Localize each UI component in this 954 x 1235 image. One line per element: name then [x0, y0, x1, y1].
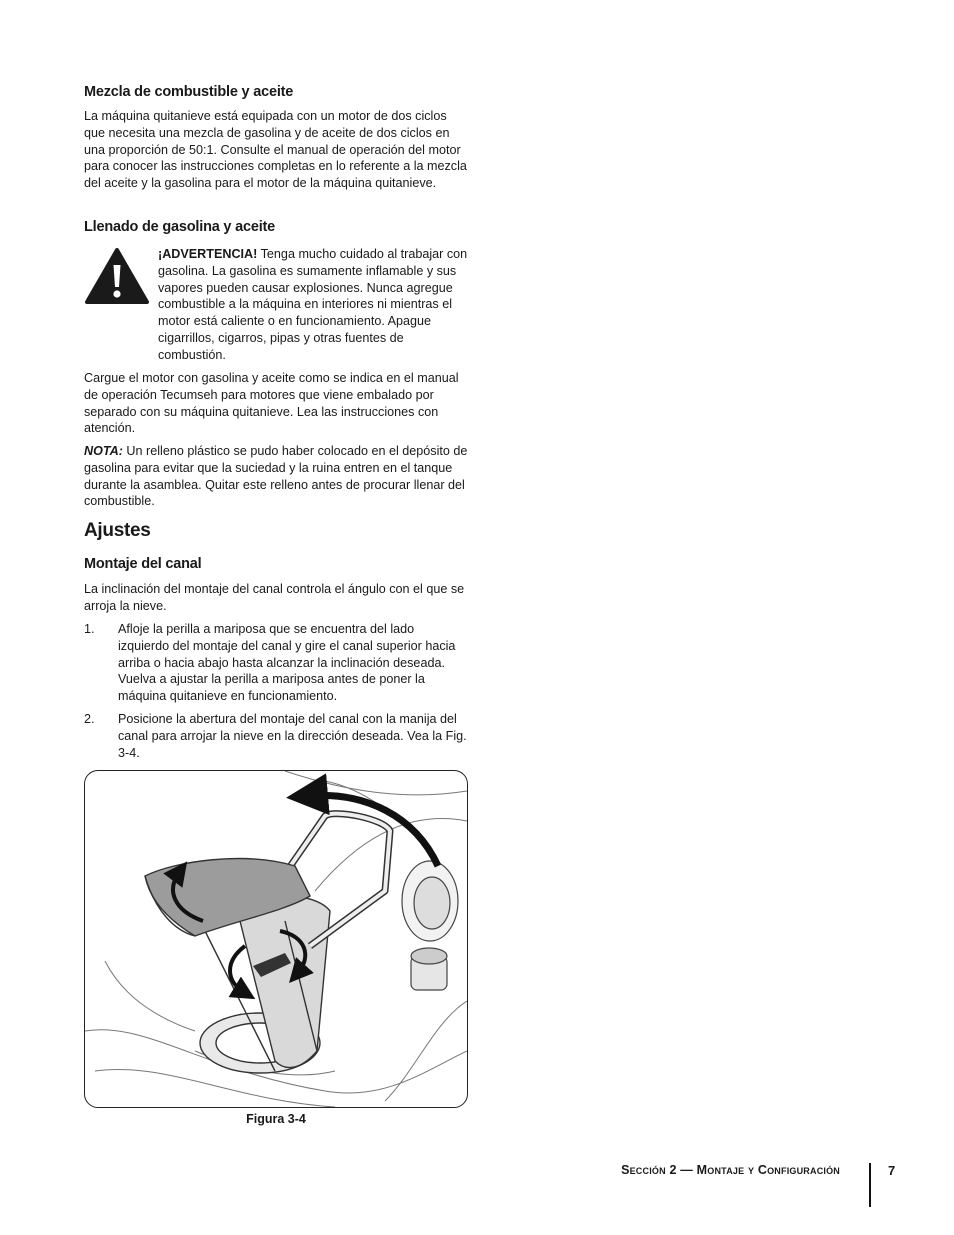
note-text: Un relleno plástico se pudo haber colocado en el depósito de gasolina para evitar que la suciedad y la ruina entren en el tanque durante la asamblea. Quitar este relleno antes de procurar llenar del combustible. — [84, 444, 468, 509]
montaje-body — [84, 581, 468, 615]
page-number: 7 — [888, 1163, 896, 1178]
note-block — [84, 443, 468, 510]
heading-ajustes: Ajustes — [84, 520, 151, 541]
footer-section-title: Sección 2 — Montaje y Configuración — [621, 1163, 840, 1177]
section-ajustes — [84, 520, 468, 542]
llenado-paragraph: Cargue el motor con gasolina y aceite como se indica en el manual de operación Tecumseh para motores que viene embalado por separado con su máquina quitanieve. Lea las instrucciones con atención. — [84, 371, 459, 436]
warning-label: ¡ADVERTENCIA! — [158, 247, 258, 261]
section-llenado — [84, 219, 468, 235]
warning-block — [158, 246, 470, 364]
note-label: NOTA: — [84, 444, 123, 458]
figure-caption: Figura 3-4 — [246, 1112, 306, 1126]
heading-llenado: Llenado de gasolina y aceite — [84, 219, 276, 235]
figure-3-4 — [84, 770, 468, 1108]
list-item-text: Afloje la perilla a mariposa que se encuentra del lado izquierdo del montaje del canal y gire el canal superior hacia arriba o hacia abajo hasta alcanzar la inclinación deseada. Vuelva a ajustar la perilla a mariposa antes de poner la máquina quitanieve en funcionamiento. — [118, 622, 456, 704]
warning-triangle-icon — [84, 247, 150, 305]
warning-paragraph — [158, 246, 470, 364]
chute-illustration — [85, 771, 467, 1107]
footer-divider — [869, 1163, 871, 1207]
curved-arrow-icon — [307, 795, 438, 866]
list-item-text: Posicione la abertura del montaje del canal con la manija del canal para arrojar la nieve en la dirección deseada. Vea la Fig. 3-4. — [118, 712, 467, 760]
heading-montaje: Montaje del canal — [84, 556, 202, 572]
mezcla-paragraph: La máquina quitanieve está equipada con un motor de dos ciclos que necesita una mezcla de gasolina y de aceite de dos ciclos en una proporción de 50:1. Consulte el manual de operación del motor para conocer las instrucciones completas en lo referente a la mezcla del aceite y la gasolina para el motor de la máquina quitanieve. — [84, 109, 467, 191]
list-item-number: 1. — [84, 622, 95, 636]
mezcla-body — [84, 108, 468, 192]
section-montaje — [84, 556, 468, 572]
note-paragraph — [84, 443, 468, 510]
section-mezcla — [84, 84, 468, 100]
llenado-body — [84, 370, 468, 437]
warning-text: Tenga mucho cuidado al trabajar con gasolina. La gasolina es sumamente inflamable y sus vapores pueden causar explosiones. Nunca agregue combustible a la máquina en interiores ni mientras el motor está caliente o en funcionamiento. Apague cigarrillos, cigarros, pipas y otras fuentes de combustión. — [158, 247, 468, 362]
list-item-number: 2. — [84, 712, 95, 726]
heading-mezcla: Mezcla de combustible y aceite — [84, 84, 294, 100]
montaje-paragraph: La inclinación del montaje del canal controla el ángulo con el que se arroja la nieve. — [84, 582, 465, 613]
